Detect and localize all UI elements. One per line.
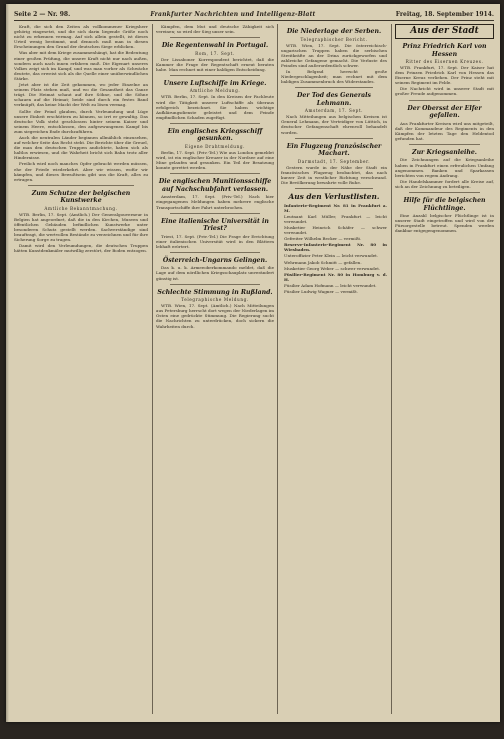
article-text: Amsterdam, 17. Sept. (Priv.-Tel.) Nach hier eingegangenen Meldungen haben mehrere englische Transportschiffe ihre Fahrt unterbrochen. [156, 194, 274, 210]
article-text: Jetzt aber ist die Zeit gekommen, wo jeder Einzelne an seinem Platz stehen muß, und wo die Gesamtheit das Ganze trägt. Die Heimat schaut auf ihre Söhne, und die Söhne schauen auf die Heimat; beide sind durch ein festes Band verknüpft, das keine Macht der Welt zu lösen vermag. [14, 82, 148, 108]
divider [170, 75, 260, 76]
article-text: WTB. Frankfurt, 17. Sept. Der Kaiser hat dem Prinzen Friedrich Karl von Hessen das Eiserne Kreuz verliehen. Der Prinz steht mit seinem Regiment im Felde. [395, 65, 494, 86]
headline: Prinz Friedrich Karl von Hessen [402, 43, 487, 58]
newspaper-page [6, 4, 500, 722]
headline: Der Obersst der Elfer gefallen. [407, 104, 482, 120]
article-text: Das k. u. k. Armeeoberkommando meldet, daß die Lage auf dem nördlichen Kriegsschauplatz unverändert günstig ist. [156, 265, 274, 281]
dateline: Amtliche Bekanntmachung. [44, 205, 118, 211]
text-fade [395, 704, 494, 714]
dateline: Darmstadt, 17. September. [297, 158, 371, 164]
divider [170, 123, 260, 124]
headline: Die Regentenwahl in Portugal. [161, 42, 269, 50]
divider [170, 284, 260, 285]
headline: Schlechte Stimmung in Rußland. [157, 288, 273, 296]
article-text: WTB. Berlin, 17. Sept. In den Kreisen der Fachleute wird die Tätigkeit unserer Luftschiffe als überaus erfolgreich bezeichnet. Sie haben wichtige Aufklärungsdienste geleistet und dem Feinde empfindlichen Schaden zugefügt. [156, 94, 274, 120]
text-fade [156, 704, 274, 714]
divider [170, 252, 260, 253]
article-text: Der Lissaboner Korrespondent berichtet, daß die Kammer die Frage der Regentschaft erneut beraten habe. Man rechnet mit einer baldigen Entscheidung. [156, 56, 274, 72]
divider [295, 87, 373, 88]
article-text: Die Handelskammer fordert alle Kreise auf, sich an der Zeichnung zu beteiligen. [395, 178, 494, 189]
list-item: Musketier Heinrich Schäfer — schwer verwundet. [284, 224, 387, 236]
list-item: Füsilier Ludwig Wagner — vermißt. [284, 289, 359, 294]
list-item: Füsilier Adam Hofmann — leicht verwundet. [284, 282, 377, 288]
list-item: Gefreiter Wilhelm Becker — vermißt. [284, 236, 362, 242]
page-edge-shadow [6, 4, 9, 722]
column-rule [152, 24, 153, 714]
article-text: WTB. Berlin, 17. Sept. (Amtlich.) Der Generalgouverneur in Belgien hat angeordnet, daß die in den Kirchen, Museen und öffentlichen Gebäuden befindlichen Kunstwerke unter besonderen Schutz gestellt werden. Sachverständige sind beauftragt, die wertvollen Bestände zu verzeichnen und für ihre Sicherung Sorge zu tragen. [14, 211, 148, 243]
list-item: Musketier Georg Weber — schwer verwundet. [284, 265, 381, 271]
dateline: Amtliche Meldung. [189, 88, 241, 94]
list-item: Wehrmann Jakob Schmitt — gefallen. [284, 259, 362, 265]
headline: Zum Schutze der belgischen Kunstwerke [31, 189, 131, 205]
divider [28, 185, 134, 186]
article-text: Freilich wird noch manches Opfer gebracht werden müssen, ehe der Friede wiederkehrt. Aber wir wissen, wofür wir kämpfen, und dieses Bewußtsein gibt uns die Kraft, alles zu ertragen. [14, 161, 148, 182]
article-text: WTB. Wien, 17. Sept. (Amtlich.) Nach Mitteilungen aus Petersburg herrscht dort wegen der Niederlagen im Osten eine gedrückte Stimmung. Die Regierung sucht die Nachrichten zu unterdrücken, doch sickern die Wahrheiten durch. [156, 303, 274, 329]
text-fade [14, 704, 148, 714]
headline: Der Tod des Generals Lehmann. [297, 92, 371, 107]
headline: Ein Flugzeug französischer Machart. [286, 142, 382, 158]
page-header [14, 8, 494, 21]
divider [295, 138, 373, 139]
column-3 [281, 24, 387, 714]
list-item: Reserve-Infanterie-Regiment Nr. 80 in Wiesbaden. [284, 242, 387, 253]
list-item: Infanterie-Regiment Nr. 81 in Frankfurt a. M. [284, 202, 387, 213]
list-item: Unteroffizier Peter Klein — leicht verwundet. [284, 253, 379, 259]
headline: Die Niederlage der Serben. [286, 28, 382, 35]
article-text: In Belgrad herrscht große Niedergeschlagenheit; man rechnet mit dem baldigen Zusammenbruch des Widerstandes. [281, 68, 387, 85]
headline: Aus den Verlustlisten. [288, 192, 380, 201]
article-text: Auch die neutralen Länder beginnen allmählich einzusehen, auf welcher Seite das Recht steht. Die Berichte über die Greuel, die man den deutschen Truppen andichtete, haben sich als haltlos erwiesen, und die Wahrheit bricht sich Bahn trotz aller Hindernisse. [14, 134, 148, 161]
divider [170, 37, 260, 38]
divider [295, 188, 373, 189]
dateline: Telegraphische Meldung. [181, 297, 249, 303]
article-text: Kämpfen, dem Mut und deutsche Zähigkeit sich vereinen; so wird der Sieg unser sein. [156, 24, 274, 35]
page-number: Seite 2 — Nr. 98. [14, 10, 71, 18]
column-2 [156, 24, 274, 714]
divider [170, 213, 260, 214]
article-text: Was aber mit dem Kriege zusammenhängt, hat die Bedeutung einer großen Prüfung, die unsere Kraft nicht nur nach außen, sondern auch nach innen erfahren muß. Die Eigenart unseres Volkes zeigt sich im Kampf, und was man vorher als Schwäche deutete, das erweist sich als die Quelle einer unüberwindlichen Stärke. [14, 50, 148, 81]
headline: Ein englisches Kriegsschiff gesunken. [167, 127, 263, 143]
column-1 [14, 24, 148, 714]
headline: Unsere Luftschiffe im Kriege. [163, 79, 267, 87]
article-text: Berlin, 17. Sept. (Priv.-Tel.) Wie aus London gemeldet wird, ist ein englischer Kreuzer in der Nordsee auf eine Mine gelaufen und gesunken. Ein Teil der Besatzung konnte gerettet werden. [156, 149, 274, 171]
article-text: Damit wird den Verleumdungen, die deutschen Truppen hätten Kunstdenkmäler mutwillig zerstört, der Boden entzogen. [14, 243, 148, 254]
article-text: Triest, 17. Sept. (Priv.-Tel.) Die Frage der Errichtung einer italienischen Universität wird in den Blättern lebhaft erörtert. [156, 233, 274, 249]
headline: Hilfe für die belgischen Flüchtlinge. [403, 197, 486, 212]
article-text: Die Nachricht wird in unserer Stadt mit großer Freude aufgenommen. [395, 86, 494, 97]
issue-date: Freitag, 18. September 1914. [395, 10, 494, 18]
column-rule [277, 24, 278, 714]
article-text: Nach Mitteilungen aus belgischen Kreisen ist General Lehmann, der Verteidiger von Lüttich, in deutscher Gefangenschaft ehrenvoll behandelt worden. [281, 114, 387, 135]
divider [409, 100, 480, 101]
article-text: Aus Frankfurter Kreisen wird uns mitgeteilt, daß der Kommandeur des Regiments in den Kämpfen der letzten Tage den Heldentod gefunden hat. [395, 120, 494, 141]
dateline: Eigene Drahtmeldung. [184, 143, 246, 149]
dateline: Ritter des Eisernen Kreuzes. [405, 59, 484, 64]
article-text: Gestern wurde in der Nähe der Stadt ein französisches Flugzeug beobachtet, das nach kurzer Zeit in westlicher Richtung verschwand. Die Bevölkerung bewahrte volle Ruhe. [281, 164, 387, 185]
divider [409, 192, 480, 193]
article-text: Sollte der Feind glauben, durch Verleumdung und Lüge unsere Einheit erschüttern zu können, so irrt er gewaltig. Das deutsche Volk steht geschlossen hinter seinem Kaiser und seinem Heere, entschlossen, den aufgezwungenen Kampf bis zum siegreichen Ende durchzuführen. [14, 108, 148, 134]
headline: Die englischen Munitionsschiffe auf Nachschubfahrt verlassen. [158, 178, 272, 193]
section-title: Aus der Stadt [395, 24, 494, 39]
column-4 [395, 24, 494, 714]
list-item: Leutnant Karl Müller, Frankfurt — leicht verwundet. [284, 213, 387, 224]
list-item: Füsilier-Regiment Nr. 80 in Homburg v. d. H. [284, 271, 387, 282]
divider [170, 173, 260, 174]
headline: Österreich-Ungarns Gelingen. [162, 256, 268, 264]
divider [409, 144, 480, 145]
article-text: Eine Anzahl belgischer Flüchtlinge ist in unserer Stadt eingetroffen und wird von der Fürsorgestelle betreut. Spenden werden dankbar entgegengenommen. [395, 213, 494, 234]
article-text: Die Zeichnungen auf die Kriegsanleihe haben in Frankfurt einen erfreulichen Umfang angenommen. Banken und Sparkassen berichten von regem Andrang. [395, 157, 494, 178]
headline: Zur Kriegsanleihe. [412, 148, 477, 156]
dateline: Telegraphischer Bericht. [300, 36, 368, 42]
column-rule [391, 24, 392, 714]
article-text: WTB. Wien, 17. Sept. Die österreichisch-ungarischen Truppen haben die serbischen Streitkräfte an der Drina zurückgeworfen und zahlreiche Gefangene gemacht. Die Verluste des Feindes sind außerordentlich schwer. [281, 42, 387, 68]
newspaper-title: Frankfurter Nachrichten und Intelligenz-Blatt [150, 10, 316, 18]
dateline: Amsterdam, 17. Sept. [304, 108, 364, 114]
text-fade [281, 704, 387, 714]
headline: Eine italienische Universität in Triest? [161, 217, 269, 233]
dateline: Rom, 17. Sept. [195, 50, 235, 56]
article-text: Kraft, die sich den Zeiten als vollkommener Kriegsherr gehörig eingesetzt, und die sich darin liegende Größe noch nicht zu erkennen vermag. Auf sich allein gestellt, ist dieses Urteil wenig bestimmt, und dennoch muß man in diesen Erscheinungen den Grund der deutschen Siege erblicken. [14, 24, 148, 50]
